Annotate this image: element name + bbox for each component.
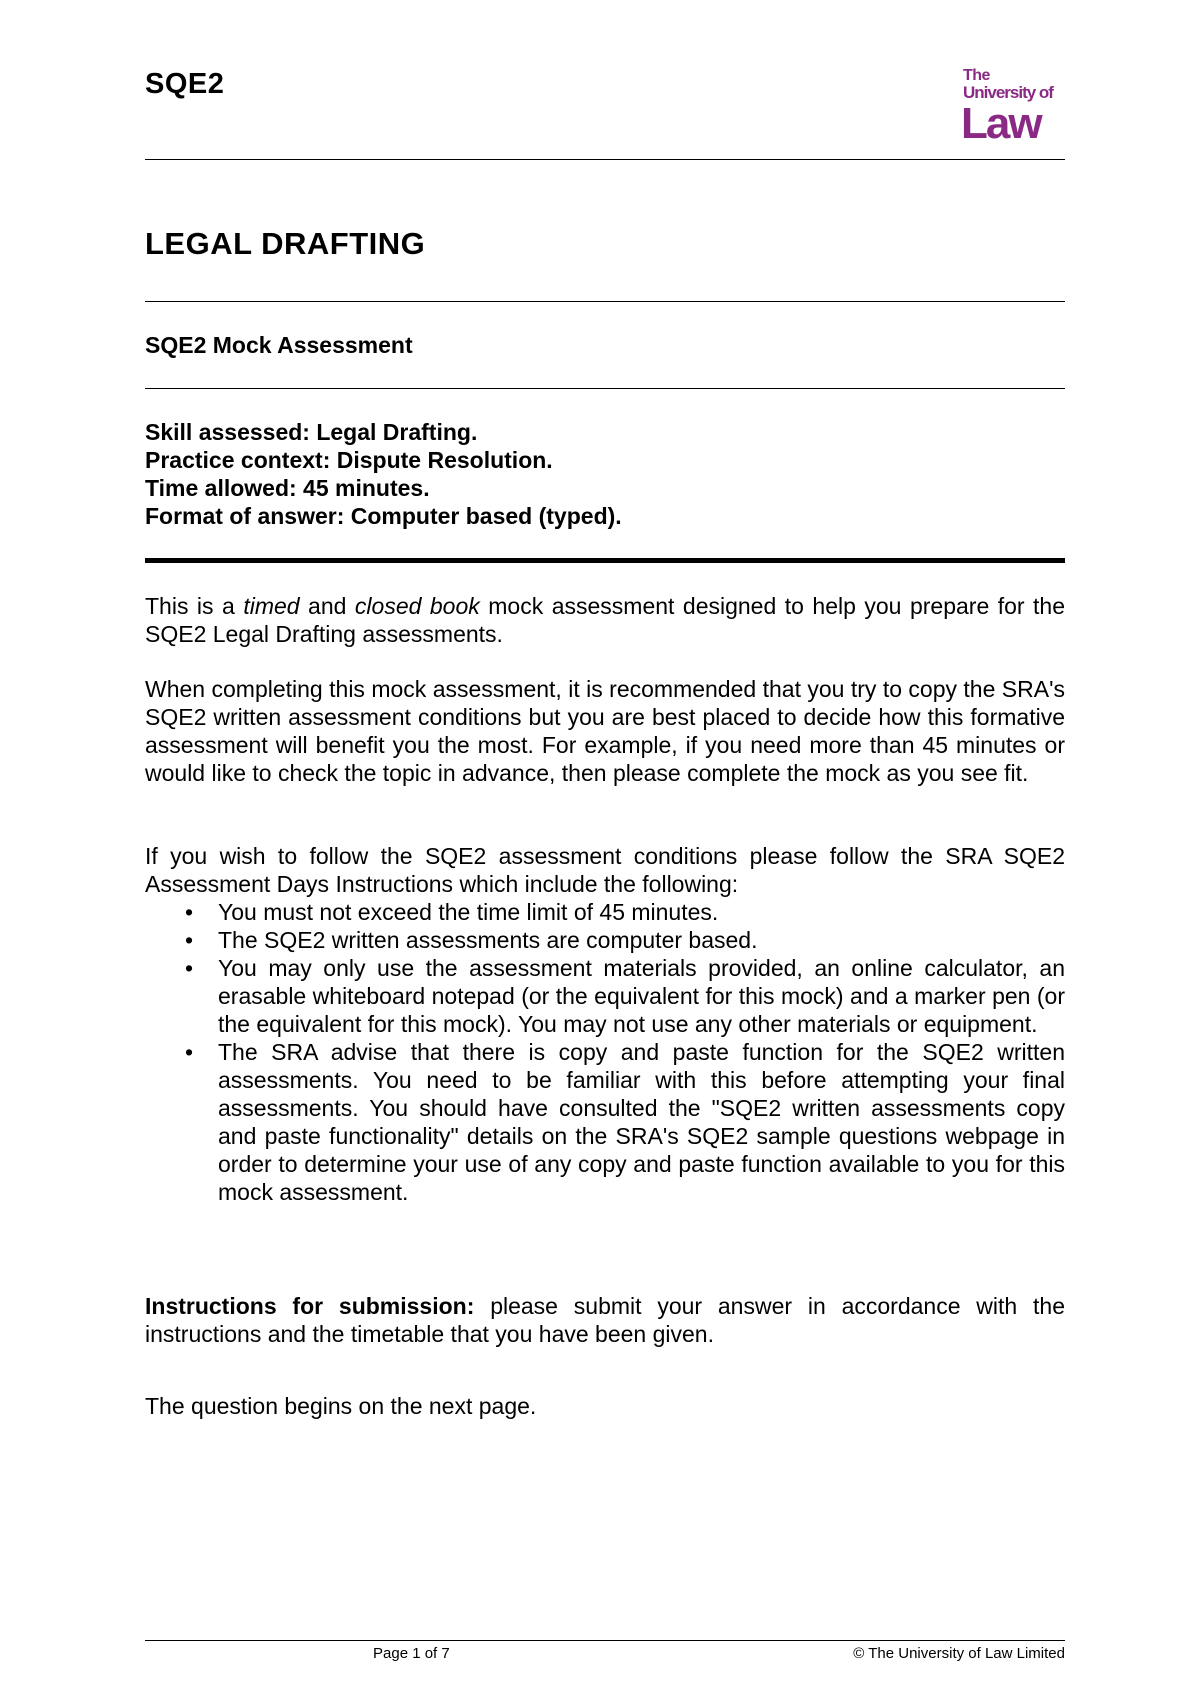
- bullet-icon: •: [185, 899, 194, 925]
- page-title: LEGAL DRAFTING: [145, 226, 426, 261]
- intro-emphasis-closed-book: closed book: [354, 593, 480, 619]
- bullet-icon: •: [185, 1039, 194, 1065]
- conditions-paragraph: When completing this mock assessment, it is recommended that you try to copy the SRA's SQE2 written assessment conditions but you are best placed to decide how this formative assessment will benefit you the most. For example, if you need more than 45 minutes or would like to check the topic in advance, then please complete the mock as you see fit.: [145, 676, 1065, 786]
- list-item: [145, 954, 1065, 1038]
- subtitle-divider: [145, 388, 1065, 389]
- time-allowed: Time allowed: 45 minutes.: [145, 475, 430, 501]
- page-subtitle: SQE2 Mock Assessment: [145, 332, 413, 358]
- list-item: [145, 1038, 1065, 1206]
- instructions-paragraph: [145, 842, 1065, 1206]
- instructions-list: [145, 898, 1065, 1206]
- submission-label: Instructions for submission:: [145, 1293, 475, 1319]
- list-item-text: The SQE2 written assessments are computer based.: [218, 927, 758, 953]
- footer-divider: [145, 1640, 1065, 1641]
- list-item: [145, 898, 1065, 926]
- page-number: Page 1 of 7: [373, 1645, 450, 1662]
- intro-text-1: This is a: [145, 593, 244, 619]
- intro-emphasis-timed: timed: [243, 593, 300, 619]
- header-divider: [145, 159, 1065, 160]
- closing-note: The question begins on the next page.: [145, 1393, 537, 1419]
- submission-text: please submit your answer in accordance with the instructions and the timetable that you have been given.: [145, 1293, 1065, 1347]
- list-item: [145, 926, 1065, 954]
- title-divider: [145, 301, 1065, 302]
- bullet-icon: •: [185, 927, 194, 953]
- bullet-icon: •: [185, 955, 194, 981]
- practice-context: Practice context: Dispute Resolution.: [145, 447, 553, 473]
- skill-assessed: Skill assessed: Legal Drafting.: [145, 419, 478, 445]
- intro-text-3: mock assessment designed to help you prepare for the SQE2 Legal Drafting assessments.: [145, 593, 1066, 647]
- section-divider-thick: [145, 558, 1065, 563]
- instructions-intro: If you wish to follow the SQE2 assessment conditions please follow the SRA SQE2 Assessment Days Instructions which include the following:: [145, 843, 1065, 897]
- copyright-notice: © The University of Law Limited: [853, 1645, 1065, 1662]
- submission-paragraph: [145, 1292, 1065, 1348]
- document-label: SQE2: [145, 68, 225, 100]
- intro-paragraph: [145, 592, 1065, 648]
- logo-line-law: Law: [961, 99, 1041, 148]
- list-item-text: The SRA advise that there is copy and paste function for the SQE2 written assessments. You need to be familiar with this before attempting your final assessments. You should have consulted the "SQE2 written assessments copy and paste functionality" details on the SRA's SQE2 sample questions webpage in order to determine your use of any copy and paste function available to you for this mock assessment.: [218, 1039, 1065, 1205]
- list-item-text: You may only use the assessment materials provided, an online calculator, an erasable whiteboard notepad (or the equivalent for this mock) and a marker pen (or the equivalent for this mock). You may not use any other materials or equipment.: [218, 955, 1065, 1037]
- logo-line-university: University of: [963, 83, 1053, 102]
- format-of-answer: Format of answer: Computer based (typed).: [145, 503, 622, 529]
- logo-line-the: The: [963, 67, 990, 84]
- university-of-law-logo: [961, 66, 1057, 146]
- intro-text-2: and: [299, 593, 355, 619]
- list-item-text: You must not exceed the time limit of 45 minutes.: [218, 899, 719, 925]
- document-page: [145, 0, 1065, 1696]
- assessment-details: [145, 418, 622, 530]
